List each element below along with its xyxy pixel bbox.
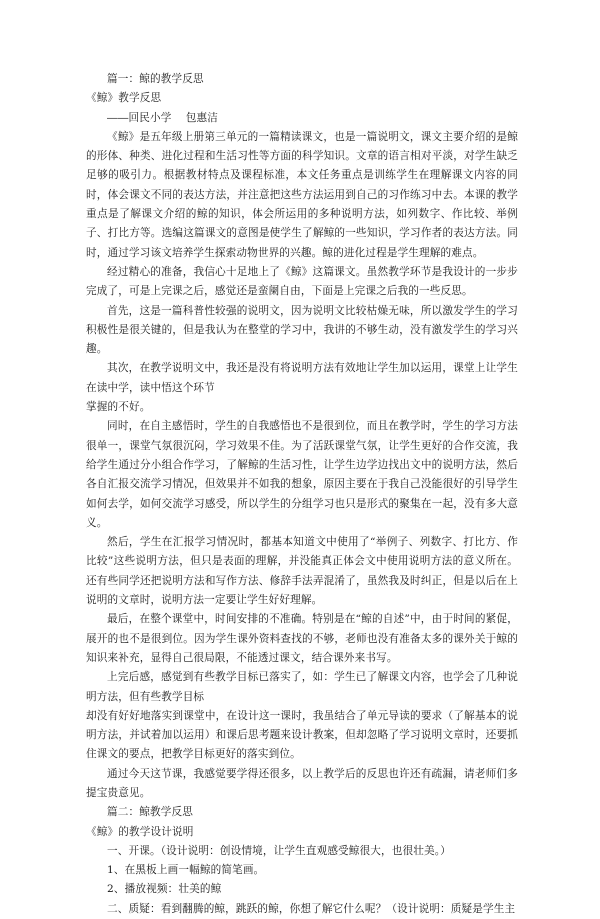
paragraph: 一、开课。（设计说明：创设情境，让学生直观感受鲸很大，也很壮美。）	[107, 844, 451, 857]
paragraph: 2、播放视频：壮美的鲸	[107, 883, 222, 896]
paragraph: 却没有好好地落实到课堂中，在设计这一课时，我虽结合了单元导读的要求（了解基本的说明方法，并试着加以运用）和课后思考题来设计教案，但却忽略了学习说明文章时，还要抓住课文的要点，把教学目标更好的落实到位。	[86, 709, 518, 761]
document-body	[86, 70, 518, 919]
paragraph: 最后，在整个课堂中，时间安排的不准确。特别是在“鲸的自述”中，由于时间的紧促，展开的也不是很到位。因为学生课外资料查找的不够，老师也没有准备太多的课外关于鲸的知识来补充，显得自己很局限，不能透过课文，结合课外来书写。	[86, 613, 518, 664]
paragraph: 二、质疑：看到翻腾的鲸，跳跃的鲸，你想了解它什么呢？（设计说明：质疑是学生主	[107, 902, 516, 915]
section1-title: 《鲸》教学反思	[86, 92, 162, 105]
section1-author: ――回民小学 包惠洁	[107, 111, 218, 124]
section1-heading: 篇一：鲸的教学反思	[107, 73, 204, 85]
paragraph: 掌握的不好。	[86, 401, 151, 414]
section2-heading: 篇二：鲸教学反思	[107, 806, 193, 819]
paragraph: 上完后感，感觉到有些教学目标已落实了，如：学生已了解课文内容，也学会了几种说明方法，但有些教学目标	[86, 671, 518, 703]
paragraph: 其次，在教学说明文中，我还是没有将说明方法有效地让学生加以运用，课堂上让学生在读中学，读中悟这个环节	[86, 362, 518, 394]
paragraph: 《鲸》是五年级上册第三单元的一篇精读课文，也是一篇说明文，课文主要介绍的是鲸的形体、种类、进化过程和生活习性等方面的科学知识。文章的语言相对平淡，对学生缺乏足够的吸引力。根据教材特点及课程标准，本文任务重点是训练学生在理解课文内容的同时，体会课文不同的表达方法，并注意把这些方法运用到自己的习作练习中去。本课的教学重点是了解课文介绍的鲸的知识，体会所运用的多种说明方法，如列数字、作比较、举例子、打比方等。选编这篇课文的意图是使学生了解鲸的一些知识，学习作者的表达方法。同时，通过学习该文培养学生探索动物世界的兴趣。鲸的进化过程是学生理解的难点。	[86, 130, 518, 259]
section2-title: 《鲸》的教学设计说明	[86, 825, 194, 838]
paragraph: 同时，在自主感悟时，学生的自我感悟也不是很到位，而且在教学时，学生的学习方法很单一，课堂气氛很沉闷，学习效果不佳。为了活跃课堂气氛，让学生更好的合作交流，我给学生通过分小组合作学习，了解鲸的生活习性，让学生边学边找出文中的说明方法，然后各自汇报交流学习情况，但效果并不如我的想象，原因主要在于我自己没能很好的引导学生如何去学，如何交流学习感受，所以学生的分组学习也只是形式的聚集在一起，没有多大意义。	[86, 420, 518, 529]
paragraph: 然后，学生在汇报学习情况时，都基本知道文中使用了“举例子、列数字、打比方、作比较”这些说明方法，但只是表面的理解，并没能真正体会文中使用说明方法的意义所在。还有些同学还把说明方法和写作方法、修辞手法弄混淆了，虽然我及时纠正，但是以后在上说明的文章时，说明方法一定要让学生好好理解。	[86, 536, 518, 607]
paragraph: 1、在黑板上画一幅鲸的简笔画。	[107, 864, 265, 877]
paragraph: 经过精心的准备，我信心十足地上了《鲸》这篇课文。虽然教学环节是我设计的一步步完成了，可是上完课之后，感觉还是蛮阑自由，下面是上完课之后我的一些反思。	[86, 265, 518, 298]
paragraph: 通过今天这节课，我感觉要学得还很多，以上教学后的反思也许还有疏漏，请老师们多提宝贵意见。	[86, 767, 518, 799]
paragraph: 首先，这是一篇科普性较强的说明文，因为说明文比较枯燥无味，所以激发学生的学习积极性是很关键的，但是我认为在整堂的学习中，我讲的不够生动，没有激发学生的学习兴趣。	[86, 304, 518, 356]
